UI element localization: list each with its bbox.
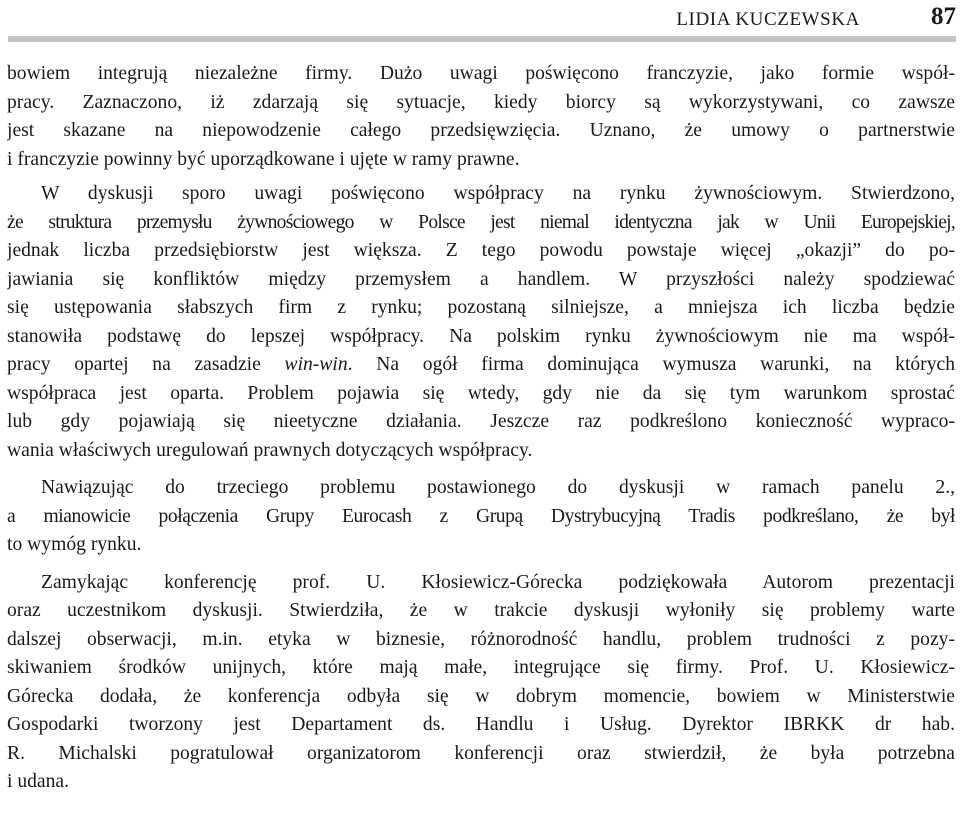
text-line: dalszej obserwacji, m.in. etyka w biznesie, różnorodność handlu, problem trudności z pozy-: [7, 628, 955, 650]
text-fragment: pracy opartej na zasadzie: [7, 354, 285, 375]
text-line: wania właściwych uregulowań prawnych dotyczących współpracy.: [7, 439, 533, 461]
italic-term: win-win: [284, 354, 348, 375]
text-line: że struktura przemysłu żywnościowego w Polsce jest niemal identyczna jak w Unii Europejskiej,: [7, 211, 955, 233]
paragraph-1: [7, 60, 955, 174]
page-number: 87: [931, 3, 956, 30]
text-line: Zamykając konferencję prof. U. Kłosiewicz-Górecka podziękowała Autorom prezentacji: [41, 571, 955, 593]
text-fragment: . Na ogół firma dominująca wymusza warunki, na których: [347, 354, 955, 375]
paragraph-2: [7, 180, 955, 465]
text-line: oraz uczestnikom dyskusji. Stwierdziła, że w trakcie dyskusji wyłoniły się problemy warte: [7, 600, 955, 621]
text-line: pracy. Zaznaczono, iż zdarzają się sytuacje, kiedy biorcy są wykorzystywani, co zawsze: [7, 91, 955, 113]
text-line: R. Michalski pogratulował organizatorom konferencji oraz stwierdził, że była potrzebna: [7, 742, 955, 764]
text-line: współpraca jest oparta. Problem pojawia się wtedy, gdy nie da się tym warunkom sprostać: [7, 382, 955, 404]
text-line: lub gdy pojawiają się nieetyczne działania. Jeszcze raz podkreślono konieczność wypraco-: [7, 411, 955, 432]
text-line: i udana.: [7, 771, 70, 792]
text-line: a mianowicie połączenia Grupy Eurocash z Grupą Dystrybucyjną Tradis podkreślano, że był: [7, 505, 955, 527]
text-line: bowiem integrują niezależne firmy. Dużo uwagi poświęcono franczyzie, jako formie współ-: [7, 63, 955, 84]
body-text: [7, 60, 955, 797]
text-line: Górecka dodała, że konferencja odbyła się w dobrym momencie, bowiem w Ministerstwie: [7, 685, 955, 707]
header-author: LIDIA KUCZEWSKA: [676, 9, 860, 30]
text-line-with-italic: [7, 351, 955, 380]
text-line: Nawiązując do trzeciego problemu postawionego do dyskusji w ramach panelu 2.,: [41, 477, 955, 498]
text-line: się ustępowania słabszych firm z rynku; pozostaną silniejsze, a mniejsza ich liczba będzie: [7, 297, 955, 318]
text-line: jednak liczba przedsiębiorstw jest większa. Z tego powodu powstaje więcej „okazji” do po-: [7, 240, 955, 261]
paragraph-3: [7, 474, 955, 560]
text-line: jawiania się konfliktów między przemysłem a handlem. W przyszłości należy spodziewać: [7, 268, 955, 290]
paragraph-4: [7, 569, 955, 797]
text-line: i franczyzie powinny być uporządkowane i ujęte w ramy prawne.: [7, 148, 520, 170]
text-line: to wymóg rynku.: [7, 534, 142, 555]
text-line: jest skazane na niepowodzenie całego przedsięwzięcia. Uznano, że umowy o partnerstwie: [7, 120, 955, 141]
text-line: W dyskusji sporo uwagi poświęcono współpracy na rynku żywnościowym. Stwierdzono,: [41, 183, 955, 204]
header-rule: [8, 36, 956, 42]
running-header: [0, 0, 960, 40]
text-line: stanowiła podstawę do lepszej współpracy. Na polskim rynku żywnościowym nie ma współ-: [7, 325, 955, 347]
text-line: skiwaniem środków unijnych, które mają małe, integrujące się firmy. Prof. U. Kłosiewicz-: [7, 657, 955, 678]
text-line: Gospodarki tworzony jest Departament ds. Handlu i Usług. Dyrektor IBRKK dr hab.: [7, 714, 955, 735]
